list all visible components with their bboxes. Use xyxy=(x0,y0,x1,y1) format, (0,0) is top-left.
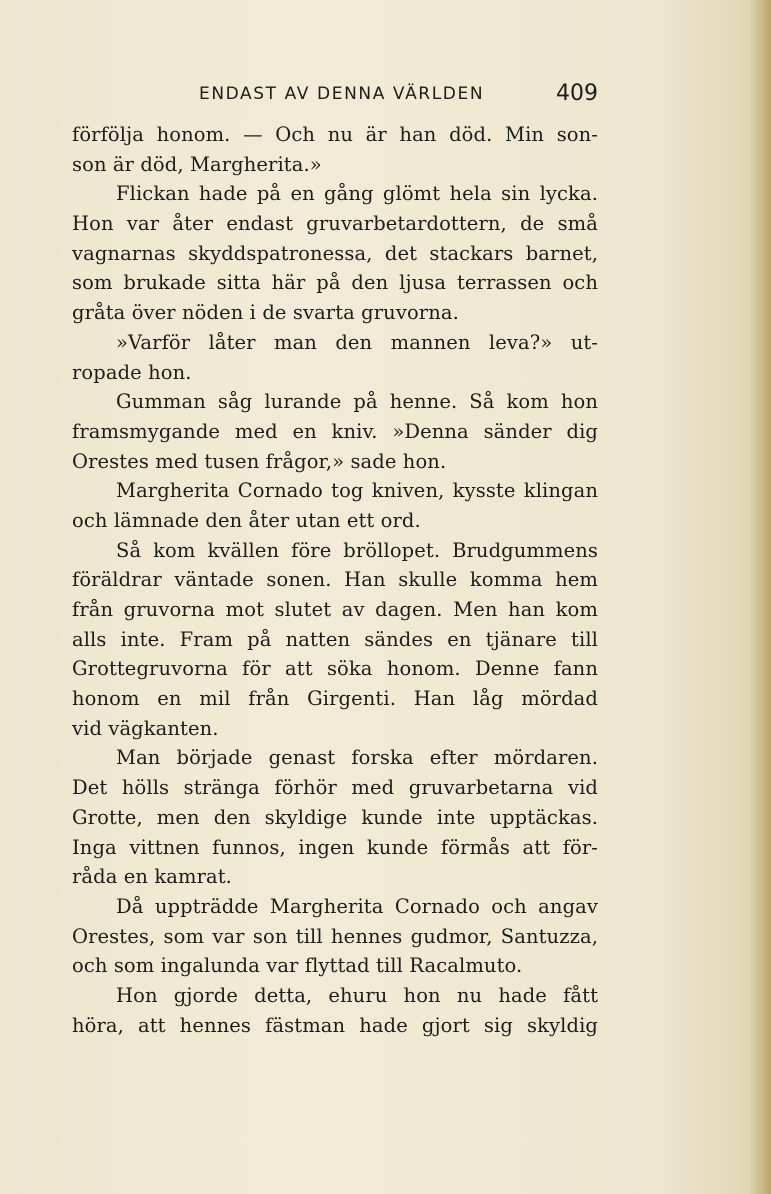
text-line: och lämnade den åter utan ett ord. xyxy=(72,508,421,532)
text-line: vagnarnas skyddspatronessa, det stackars barnet, xyxy=(72,241,598,265)
text-line: Grottegruvorna för att söka honom. Denne fann xyxy=(72,657,598,681)
text-line: Hon gjorde detta, ehuru hon nu hade fått xyxy=(116,983,598,1007)
text-line: råda en kamrat. xyxy=(72,865,232,889)
text-line: framsmygande med en kniv. »Denna sänder dig xyxy=(72,419,598,443)
text-line: vid vägkanten. xyxy=(72,716,219,740)
text-line: Grotte, men den skyldige kunde inte upptäckas. xyxy=(72,805,598,829)
text-line: Gumman såg lurande på henne. Så kom hon xyxy=(116,390,598,414)
text-line: alls inte. Fram på natten sändes en tjänare till xyxy=(72,627,598,651)
text-line: son är död, Margherita.» xyxy=(72,152,322,176)
page-number: 409 xyxy=(556,81,598,106)
text-line: Inga vittnen funnos, ingen kunde förmås att för- xyxy=(72,835,598,859)
text-line: »Varför låter man den mannen leva?» ut- xyxy=(116,330,598,354)
text-line: höra, att hennes fästman hade gjort sig skyldig xyxy=(72,1013,598,1037)
text-line: förfölja honom. — Och nu är han död. Min son- xyxy=(72,123,598,146)
text-line: och som ingalunda var flyttad till Racalmuto. xyxy=(72,954,523,978)
text-line: Margherita Cornado tog kniven, kysste klingan xyxy=(116,479,598,503)
text-line: Man började genast forska efter mördaren. xyxy=(116,746,598,770)
text-line: Flickan hade på en gång glömt hela sin lycka. xyxy=(116,182,598,206)
text-line: Då uppträdde Margherita Cornado och angav xyxy=(116,894,598,918)
running-title: ENDAST AV DENNA VÄRLDEN xyxy=(199,84,485,104)
text-line: Hon var åter endast gruvarbetardottern, de små xyxy=(72,212,598,236)
text-line: Det hölls stränga förhör med gruvarbetarna vid xyxy=(72,776,598,800)
text-line: föräldrar väntade sonen. Han skulle komma hem xyxy=(72,568,598,592)
running-head xyxy=(72,81,598,108)
text-line: från gruvorna mot slutet av dagen. Men han kom xyxy=(72,598,598,621)
page-edge-shadow xyxy=(749,0,771,1194)
text-line: Orestes, som var son till hennes gudmor, Santuzza, xyxy=(72,924,598,948)
text-line: som brukade sitta här på den ljusa terrassen och xyxy=(72,271,598,295)
text-line: gråta över nöden i de svarta gruvorna. xyxy=(72,301,459,325)
body-text xyxy=(72,120,598,1040)
text-line: Så kom kvällen före bröllopet. Brudgummens xyxy=(116,538,598,562)
text-line: ropade hon. xyxy=(72,360,192,384)
text-line: honom en mil från Girgenti. Han låg mördad xyxy=(72,687,598,711)
text-line: Orestes med tusen frågor,» sade hon. xyxy=(72,449,447,473)
